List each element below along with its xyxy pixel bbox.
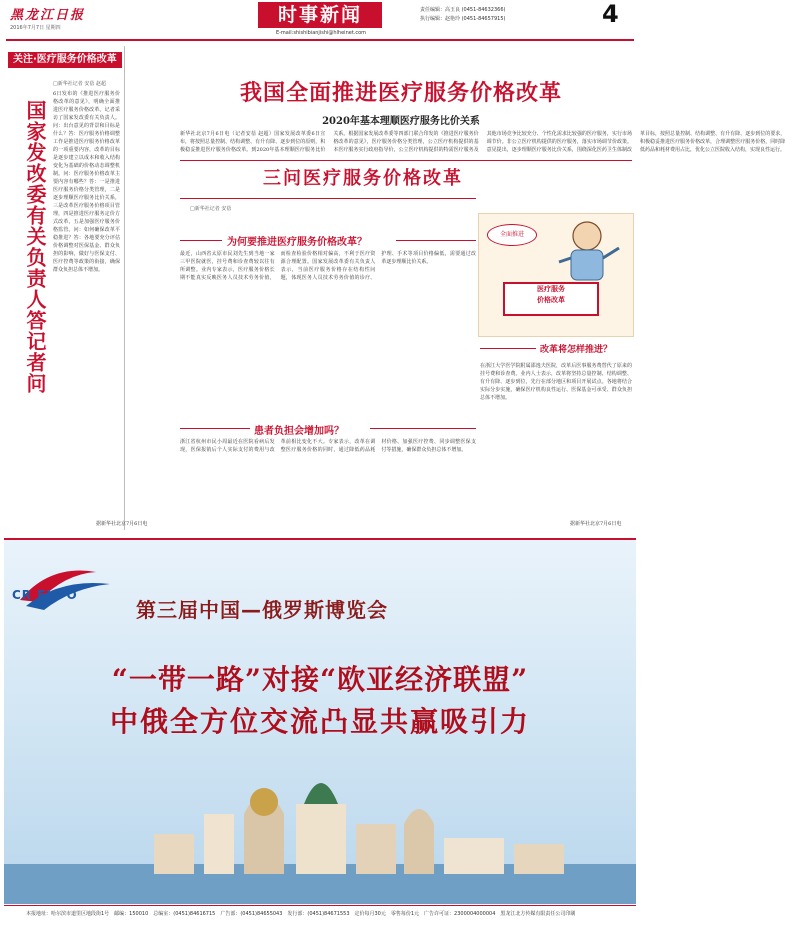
question-3-rule-left [180,428,250,429]
sidebar-column-label: 关注·医疗服务价格改革 [8,52,122,68]
editor-credits [420,6,570,24]
feature-credit: 据新华社北京7月6日电 [570,521,622,527]
editor-line: 责任编辑：高玉良 (0451-84632366) [420,7,506,13]
question-2-rule [480,348,536,349]
page-number: 4 [602,0,619,28]
question-3-body: 浙江省杭州市民小周最近在医院看病后发现，医保报销后个人实际支付的费用与改革前相比变化不大。专家表示，改革在调整医疗服务价格的同时，通过降低药品耗材价格、加强医疗控费、同步调整医保支付等措施，确保群众负担总体不增加。 [180,439,476,453]
feature-title-rule [180,198,476,199]
expo-advertisement [4,538,636,902]
cartoon-sign [503,282,599,316]
column-divider [124,46,125,530]
footer-rule [4,905,636,906]
section-rule [180,160,632,161]
section-banner: 时事新闻 [258,2,382,28]
question-2-heading: 改革将怎样推进？ [540,345,613,355]
question-rule-left [180,240,222,241]
expo-logo-text: CR EXPO [12,588,78,602]
feature-title: 三问医疗服务价格改革 [263,168,463,189]
sidebar-byline: □新华社记者 安蓓 赵超 [53,81,106,87]
exec-editor-line: 执行编辑：赵艳玲 (0451-84657915) [420,16,506,22]
expo-title: 第三届中国—俄罗斯博览会 [136,598,388,622]
question-3-heading: 患者负担会增加吗？ [254,426,344,437]
cartoon-speech-bubble: 全面推进 [487,224,537,246]
sidebar-credit: 据新华社北京7月6日电 [96,521,148,527]
section-email[interactable]: E-mail:shishibianjishi@hlheinet.com [275,30,367,36]
main-story-body: 新华社北京7月6日电（记者安蓓 赵超）国家发展改革委6日宣布，将按照总量控制、结构调整、有升有降、逐步到位的原则，积极稳妥推进医疗服务价格改革。到2020年基本理顺医疗服务比价关系。根据国家发展改革委等四部门联合印发的《推进医疗服务价格改革的意见》，医疗服务价格分类管理，公立医疗机构提供的基本医疗服务实行政府指导价，公立医疗机构提供的特需医疗服务及其他市场竞争比较充分、个性化需求比较强的医疗服务，实行市场调节价。非公立医疗机构提供的医疗服务，落实市场调节价政策。意见提出，逐步理顺医疗服务比价关系，围绕深化医药卫生体制改革目标，按照总量控制、结构调整、有升有降、逐步到位的要求，积极稳妥推进医疗服务价格改革，合理调整医疗服务价格，同时降低药品和耗材费用占比，优化公立医院收入结构，实现良性运行。 [180,131,785,153]
question-2-body: 在浙江大学医学院附属邵逸夫医院，改革后医事服务费替代了原来的挂号费和诊查费。业内人士表示，改革将坚持总量控制、结构调整、有升有降、逐步到位，先行在部分地区和项目开展试点。各地将结合实际分步实施，确保医疗机构良性运行、医保基金可承受、群众负担总体不增加。 [480,363,632,401]
question-rule-right [396,240,476,241]
question-1-heading: 为何要推进医疗服务价格改革？ [227,237,367,248]
issue-date: 2016年7月7日 星期四 [10,25,61,31]
feature-byline: □新华社记者 安蓓 [190,206,232,212]
newspaper-footer: 本报地址：哈尔滨市道里区地段街1号 邮编：150010 总编室：(0451)84616715 广告部：(0451)84655043 发行部：(0451)84671553 定价每月30元 零售每份1元 广告许可证：2300004000004 黑龙江北方传媒有限责任公司印刷 [26,911,576,917]
cartoon-sign-line-1: 医疗服务 [537,285,565,293]
cartoon-sign-line-2: 价格改革 [537,296,565,304]
ad-slogan-line-1: “一带一路”对接“欧亚经济联盟” [111,663,529,696]
sidebar-body: 6日发布的《推进医疗服务价格改革的意见》，明确全面推进医疗服务价格改革。记者采访了国家发改委有关负责人。问：出台意见的背景和目标是什么？答：医疗服务价格调整工作是推进医疗服务价格改革的一项重要内容，改革的目标是逐步建立以成本和收入结构变化为基础的价格动态调整机制。问：医疗服务价格改革主要内容有哪些？答：一是推进医疗服务价格分类管理，二是逐步理顺医疗服务比价关系，三是改革医疗服务价格项目管理，四是推进医疗服务定价方式改革，五是加强医疗服务价格监管。问：如何确保改革平稳推进？答：各地要充分评估价格调整对医保基金、群众负担的影响，做好与医保支付、医疗控费等政策的衔接，确保群众负担总体不增加。 [53,91,120,273]
main-headline: 我国全面推进医疗服务价格改革 [239,81,562,106]
ad-slogan-line-2: 中俄全方位交流凸显共赢吸引力 [109,705,530,738]
cityscape-illustration [4,754,636,904]
question-3-rule-right [370,428,476,429]
question-1-body: 最近，山西省太原市民刘先生到当地一家三甲医院就医，挂号费和诊查费较以往有所调整。业内专家表示，医疗服务价格长期不能真实反映医务人员技术劳务价值，而检查检验价格相对偏高，不利于医疗资源合理配置。国家发展改革委有关负责人表示，当前医疗服务价格存在结构性问题，体现医务人员技术劳务价值的诊疗、护理、手术等项目价格偏低，需要通过改革逐步理顺比价关系。 [180,251,476,281]
main-subhead: 2020年基本理顺医疗服务比价关系 [322,116,480,127]
sidebar-headline: 国家发改委有关负责人答记者问 [23,100,47,394]
cartoon-figure-icon [541,218,633,282]
newspaper-brand: 黑龙江日报 [10,8,86,23]
cartoon-illustration [478,213,634,337]
masthead-rule [6,39,634,41]
